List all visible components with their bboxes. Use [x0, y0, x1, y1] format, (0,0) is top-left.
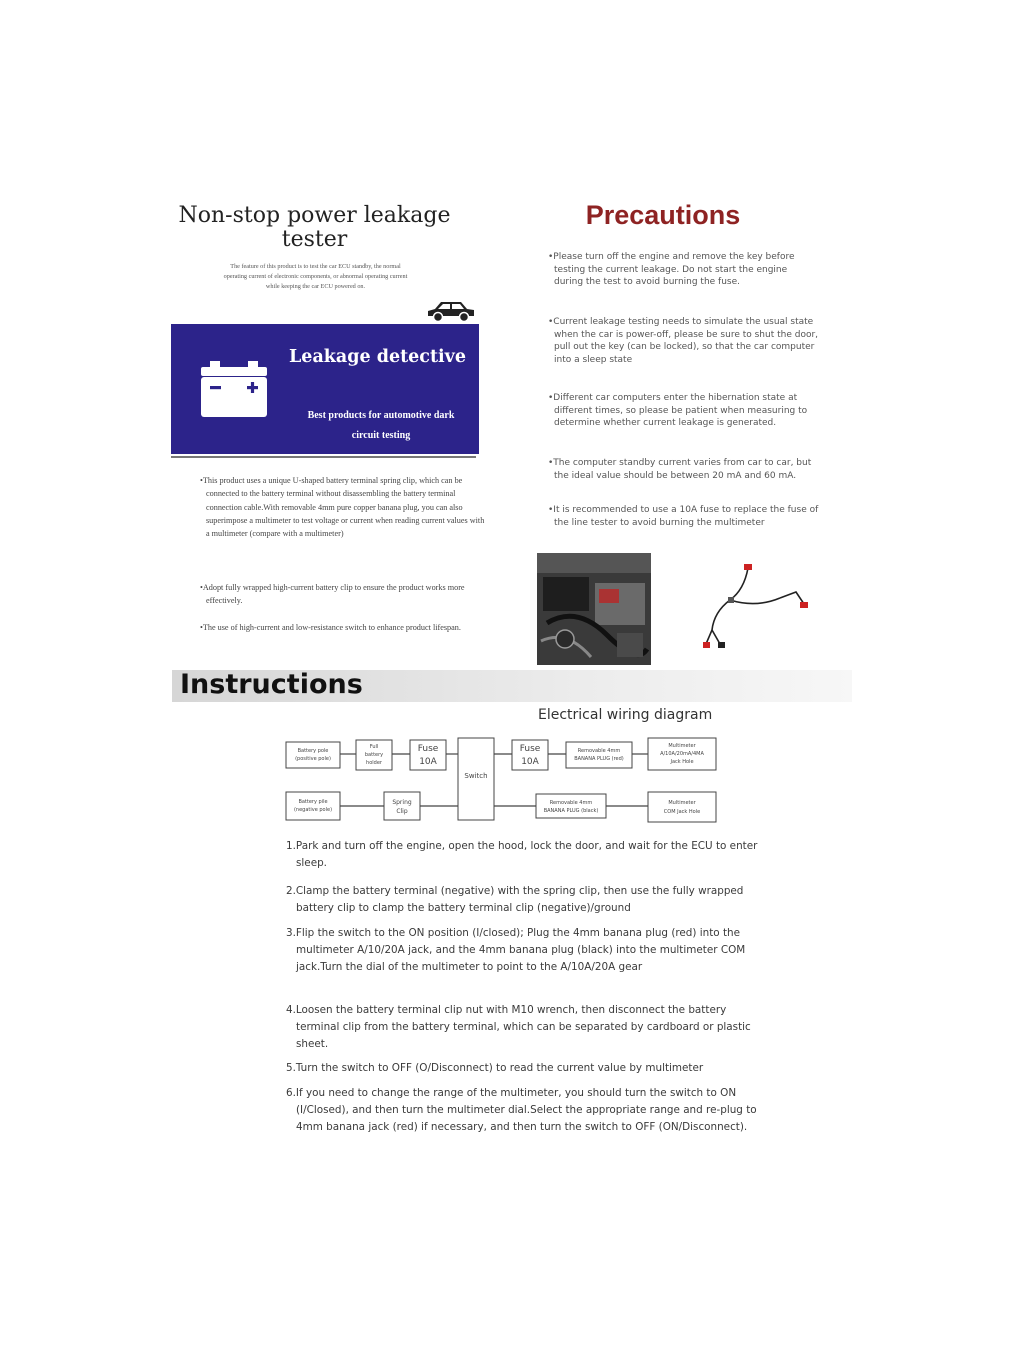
- wiring-label: Clip: [396, 808, 408, 815]
- wiring-label: BANANA PLUG (red): [574, 756, 624, 762]
- car-battery-icon: [197, 358, 271, 420]
- wiring-label: BANANA PLUG (black): [543, 808, 599, 814]
- precautions-title: Precautions: [585, 200, 741, 230]
- wiring-label: Fuse: [417, 744, 439, 754]
- leakage-banner: [171, 324, 479, 454]
- wiring-label: Removable 4mm: [577, 748, 621, 754]
- wiring-label: 10A: [419, 757, 437, 767]
- feature-item: •The use of high-current and low-resistance switch to enhance product lifespan.: [200, 623, 461, 632]
- wiring-box-black-banana-plug: [536, 794, 606, 818]
- instructions-title: Instructions: [180, 669, 363, 700]
- wiring-label: battery: [364, 752, 384, 758]
- wiring-box-multimeter-com-jack: [648, 792, 716, 822]
- wiring-label: Fuse: [519, 744, 541, 754]
- wiring-label: A/10A/20mA/4MA: [660, 751, 704, 757]
- wiring-diagram: [280, 734, 730, 826]
- instruction-step: 6.If you need to change the range of the multimeter, you should turn the switch to ON (I/Closed), and then turn the multimeter dial.Select the appropriate range and re-plug to 4mm banana jack (red) if necessary, and then turn the switch to OFF (ON/Disconnect).: [286, 1087, 757, 1133]
- feature-item: •Adopt fully wrapped high-current battery clip to ensure the product works more effectively.: [200, 583, 465, 606]
- engine-bay-photo: [537, 553, 651, 665]
- precaution-item: •Please turn off the engine and remove the key before testing the current leakage. Do not start the engine during the test to avoid burning the fuse.: [548, 252, 795, 288]
- tester-cable-photo: [700, 560, 810, 650]
- wiring-box-red-banana-plug: [566, 742, 632, 768]
- wiring-label: Multimeter: [668, 743, 696, 749]
- banner-title: Leakage detective: [289, 347, 466, 367]
- wiring-box-multimeter-a-jack: [648, 738, 716, 770]
- car-icon: [425, 298, 477, 324]
- wiring-label: Full: [369, 744, 379, 750]
- product-blurb: The feature of this product is to test the car ECU standby, the normal operating current of electronic components, or abnormal operating current while keeping the car ECU powered on.: [223, 263, 408, 290]
- wiring-box-fuse-1: [410, 740, 446, 770]
- feature-item: •This product uses a unique U-shaped battery terminal spring clip, which can be connected to the battery terminal without disassembling the battery terminal connection cable.With removable 4mm pure copper banana plug, you can also superimpose a multimeter to test voltage or current when reading current values with a multimeter (compare with a multimeter): [200, 476, 485, 539]
- instruction-step: 5.Turn the switch to OFF (O/Disconnect) to read the current value by multimeter: [286, 1062, 704, 1074]
- wiring-label: Jack Hole: [670, 759, 694, 765]
- instruction-step: 3.Flip the switch to the ON position (I/closed); Plug the 4mm banana plug (red) into the multimeter A/10/20A jack, and the 4mm banana plug (black) into the multimeter COM jack.Turn the dial of the multimeter to point to the A/10A/20A gear: [286, 927, 746, 973]
- wiring-label: COM Jack Hole: [663, 809, 701, 815]
- wiring-label: Battery pile: [298, 799, 328, 805]
- wiring-label: Switch: [464, 772, 488, 780]
- wiring-box-spring-clip: [384, 792, 420, 820]
- wiring-label: Battery pole: [297, 748, 329, 754]
- wiring-label: (positive pole): [295, 756, 331, 762]
- wiring-diagram-caption: Electrical wiring diagram: [538, 707, 713, 723]
- instruction-step: 4.Loosen the battery terminal clip nut with M10 wrench, then disconnect the battery terminal clip from the battery terminal, which can be separated by cardboard or plastic sheet.: [286, 1004, 751, 1050]
- wiring-label: Removable 4mm: [549, 800, 593, 806]
- divider: [171, 456, 476, 458]
- precaution-item: •Different car computers enter the hibernation state at different times, so please be patient when measuring to determine whether current leakage is generated.: [548, 393, 808, 429]
- wiring-label: 10A: [521, 757, 539, 767]
- wiring-label: Spring: [392, 799, 412, 806]
- product-title: Non-stop power leakage tester: [178, 203, 451, 252]
- wiring-label: Multimeter: [668, 800, 696, 806]
- instruction-step: 2.Clamp the battery terminal (negative) with the spring clip, then use the fully wrapped battery clip to clamp the battery terminal clip (negative)/ground: [286, 885, 744, 914]
- wiring-label: holder: [366, 760, 382, 766]
- wiring-box-battery-positive: [286, 742, 340, 768]
- precaution-item: •The computer standby current varies from car to car, but the ideal value should be between 20 mA and 60 mA.: [548, 458, 812, 481]
- wiring-box-switch: [458, 738, 494, 820]
- wiring-label: (negative pole): [293, 807, 333, 813]
- wiring-box-fuse-2: [512, 740, 548, 770]
- precaution-item: •It is recommended to use a 10A fuse to replace the fuse of the line tester to avoid burning the multimeter: [548, 505, 819, 528]
- instruction-step: 1.Park and turn off the engine, open the hood, lock the door, and wait for the ECU to enter sleep.: [286, 840, 758, 869]
- wiring-box-battery-holder: [356, 740, 392, 770]
- wiring-box-battery-negative: [286, 792, 340, 820]
- banner-subtitle: Best products for automotive dark circuit testing: [307, 410, 455, 441]
- precaution-item: •Current leakage testing needs to simulate the usual state when the car is power-off, please be sure to shut the door, pull out the key (can be locked), so that the car computer into a sleep state: [548, 317, 819, 366]
